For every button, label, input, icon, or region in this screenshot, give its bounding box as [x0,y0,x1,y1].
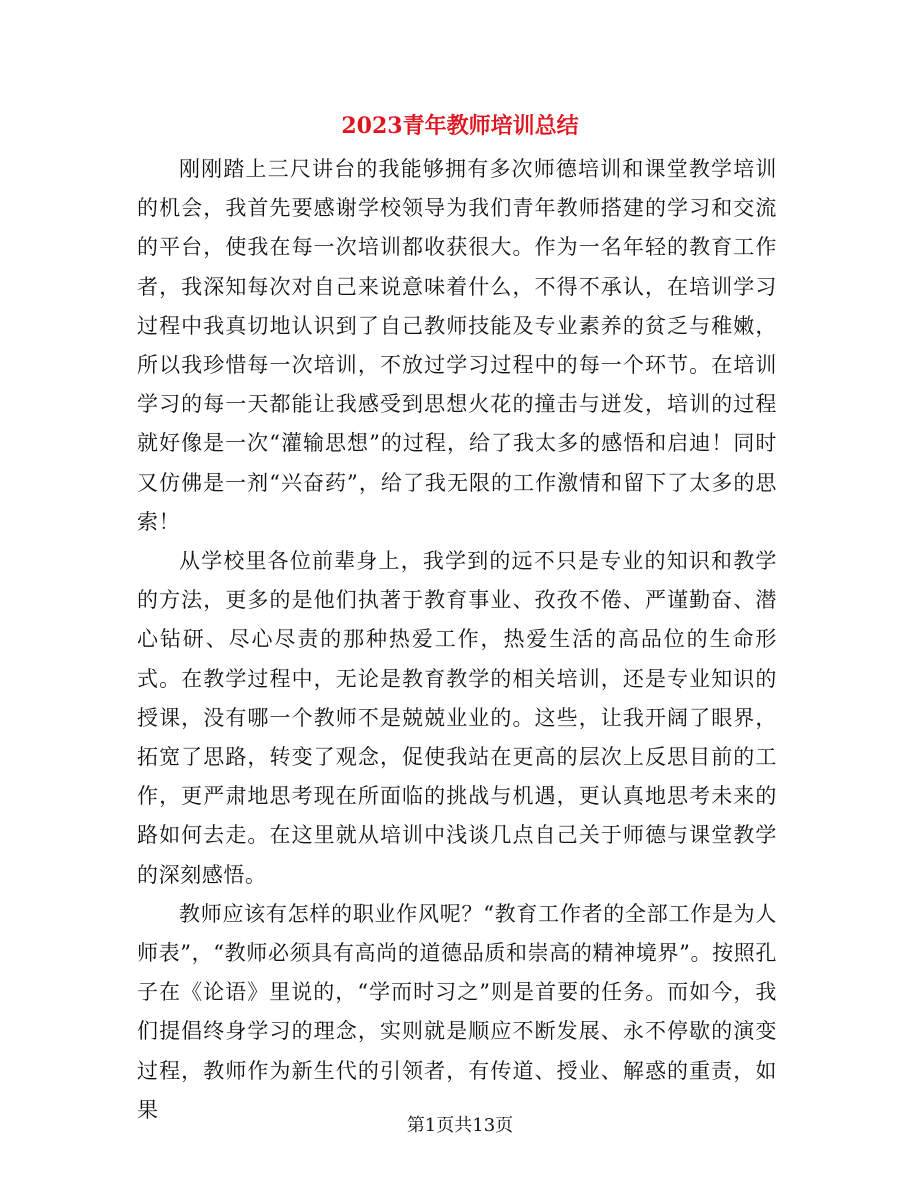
document-body [137,150,777,1130]
page-number-footer: 第1页共13页 [406,1115,514,1136]
paragraph-1: 刚刚踏上三尺讲台的我能够拥有多次师德培训和课堂教学培训的机会，我首先要感谢学校领导为我们青年教师搭建的学习和交流的平台，使我在每一次培训都收获很大。作为一名年轻的教育工作者，我深知每次对自己来说意味着什么，不得不承认，在培训学习过程中我真切地认识到了自己教师技能及专业素养的贫乏与稚嫩，所以我珍惜每一次培训，不放过学习过程中的每一个环节。在培训学习的每一天都能让我感受到思想火花的撞击与迸发，培训的过程就好像是一次“灌输思想”的过程，给了我太多的感悟和启迪！同时又仿佛是一剂“兴奋药”，给了我无限的工作激情和留下了太多的思索！ [137,157,777,534]
document-title: 2023青年教师培训总结 [341,113,579,139]
paragraph-2: 从学校里各位前辈身上，我学到的远不只是专业的知识和教学的方法，更多的是他们执著于教育事业、孜孜不倦、严谨勤奋、潜心钻研、尽心尽责的那种热爱工作，热爱生活的高品位的生命形式。在教学过程中，无论是教育教学的相关培训，还是专业知识的授课，没有哪一个教师不是兢兢业业的。这些，让我开阔了眼界，拓宽了思路，转变了观念，促使我站在更高的层次上反思目前的工作，更严肃地思考现在所面临的挑战与机遇，更认真地思考未来的路如何去走。在这里就从培训中浅谈几点自己关于师德与课堂教学的深刻感悟。 [137,549,777,887]
paragraph-3: 教师应该有怎样的职业作风呢？“教育工作者的全部工作是为人师表”，“教师必须具有高尚的道德品质和崇高的精神境界”。按照孔子在《论语》里说的，“学而时习之”则是首要的任务。而如今，我们提倡终身学习的理念，实则就是顺应不断发展、永不停歇的演变过程，教师作为新生代的引领者，有传道、授业、解惑的重责，如果 [137,901,777,1122]
